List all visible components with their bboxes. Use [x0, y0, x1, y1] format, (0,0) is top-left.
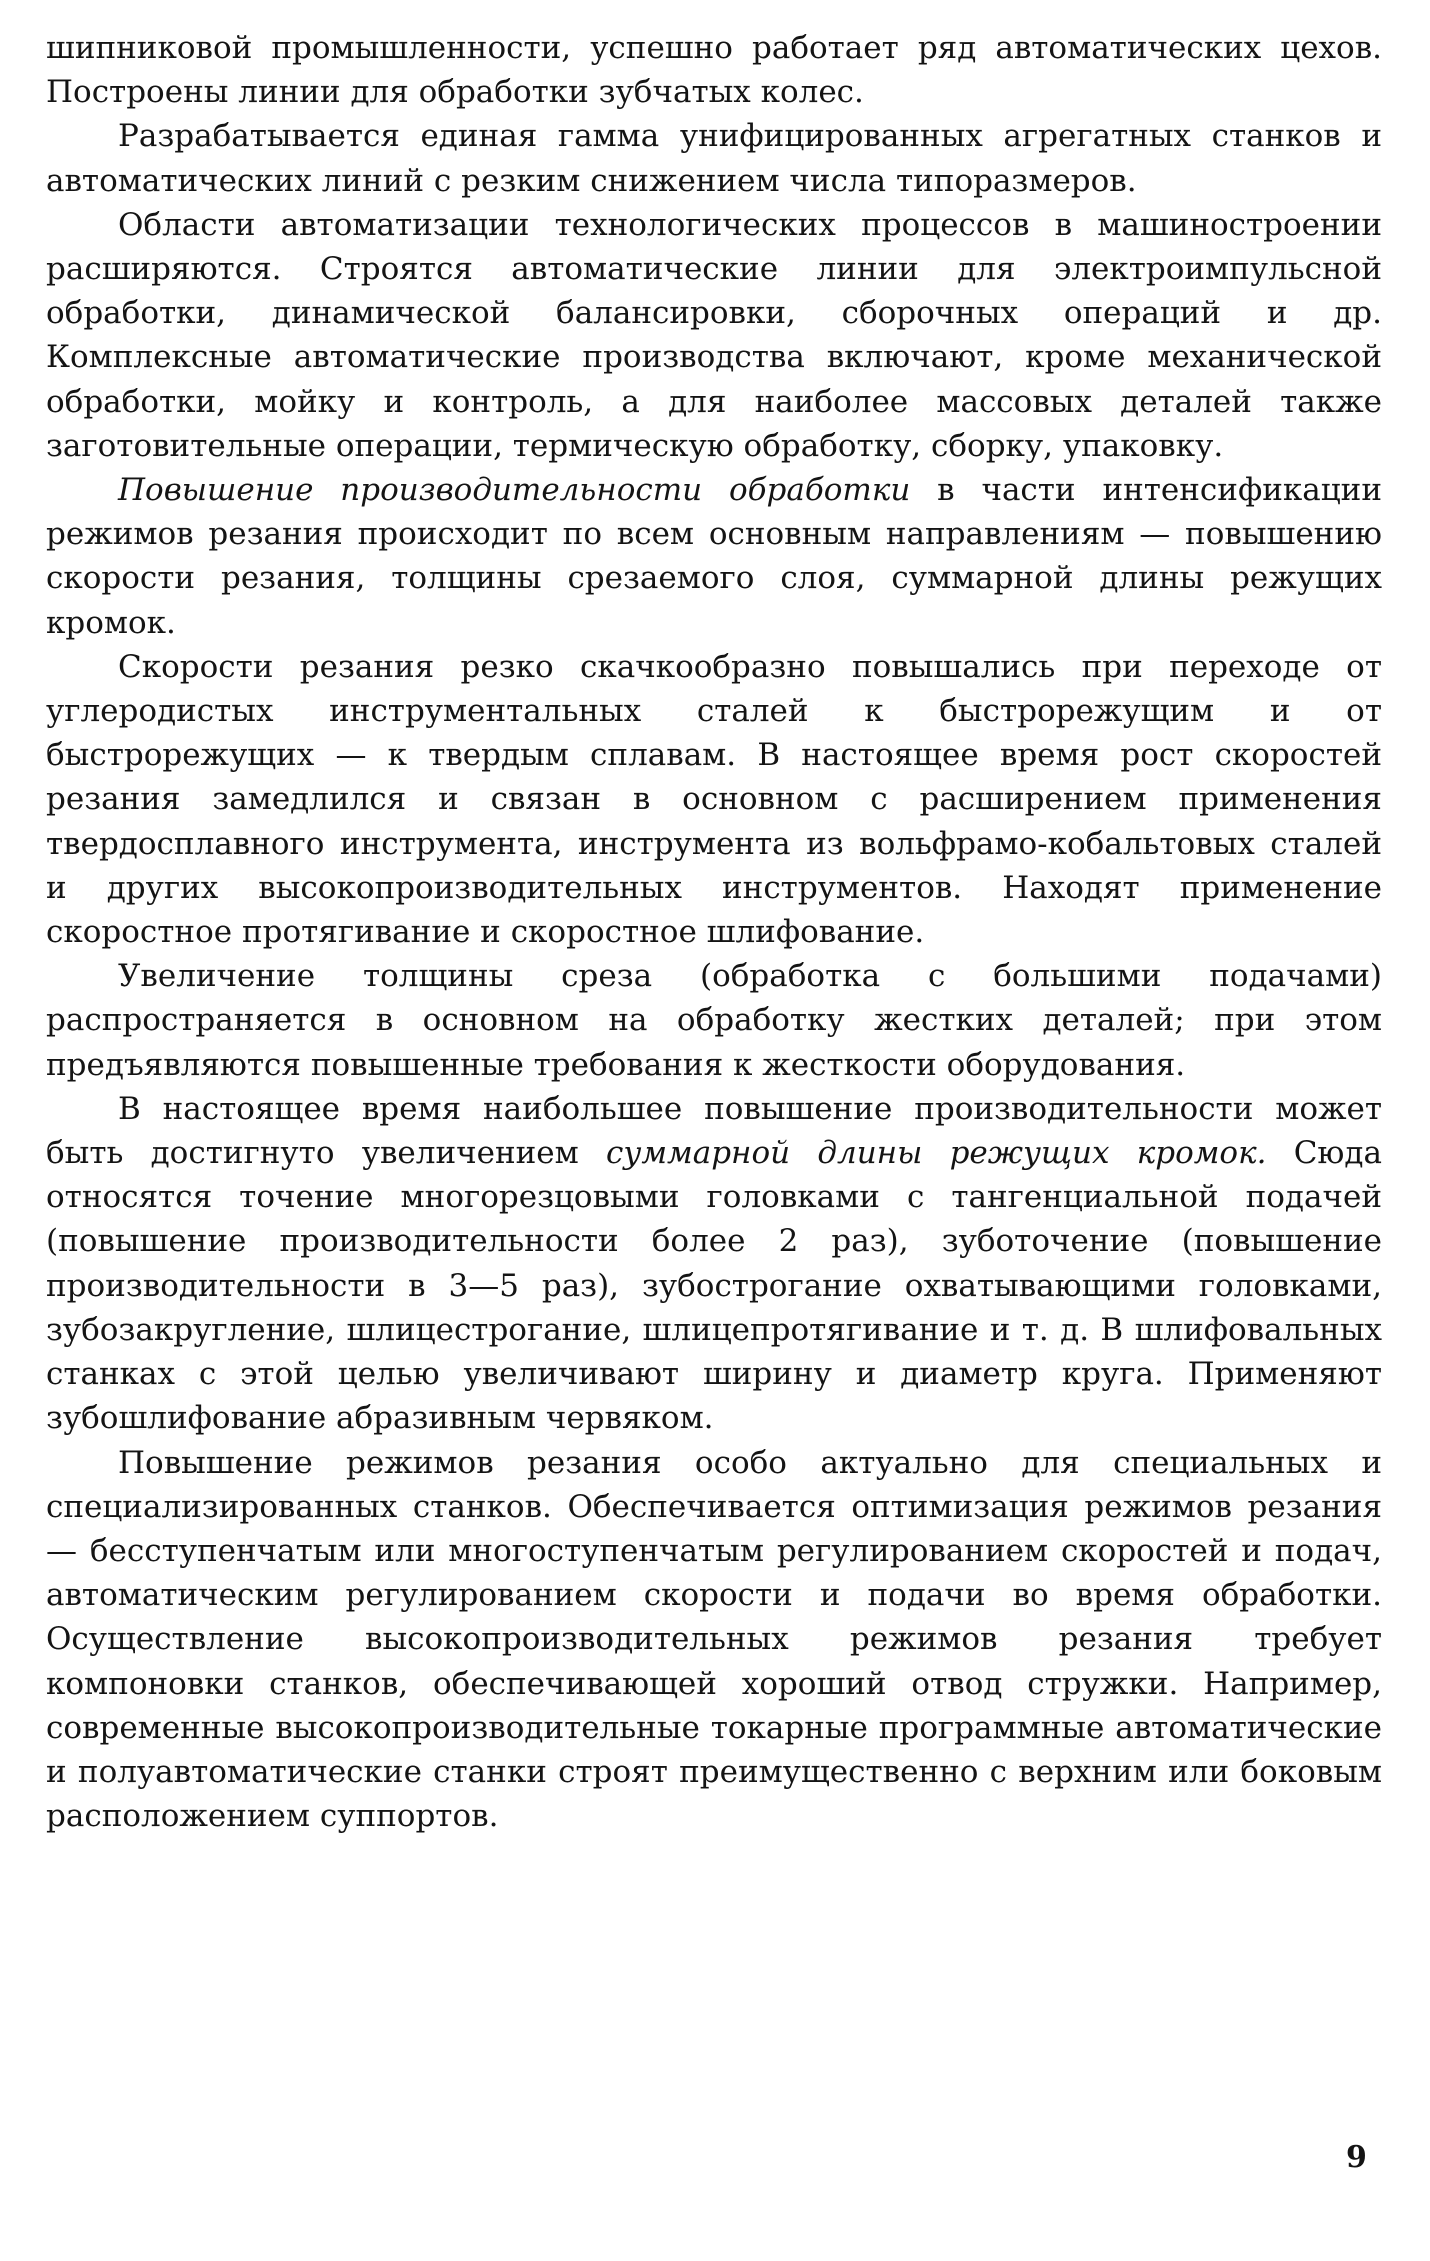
paragraph-5: [46, 645, 1382, 954]
paragraph-7: [46, 1087, 1382, 1441]
paragraph-text: В настоящее время наибольшее повышение производительности может быть достигнуто увеличением: [46, 1090, 1382, 1172]
body-text: [46, 26, 1382, 1838]
paragraph-4: [46, 468, 1382, 645]
paragraph-3: [46, 203, 1382, 468]
paragraph-text: Разрабатывается единая гамма унифицированных агрегатных станков и автоматических линий с резким снижением числа типоразмеров.: [46, 118, 1382, 199]
paragraph-8: [46, 1441, 1382, 1839]
paragraph-6: [46, 954, 1382, 1087]
paragraph-text: Сюда относятся точение многорезцовыми головками с тангенциальной подачей (повышение производительности более 2 раз), зуботочение (повышение производительности в 3—5 раз), зубострогание охватывающими головками, зубозакругление, шлицестрогание, шлицепротягивание и т. д. В шлифовальных станках с этой целью увеличивают ширину и диаметр круга. Применяют зубошлифование абразивным червяком.: [46, 1135, 1382, 1437]
paragraph-text: шипниковой промышленности, успешно работает ряд автоматических цехов. Построены линии для обработки зубчатых колес.: [46, 30, 1382, 111]
paragraph-text: Повышение режимов резания особо актуально для специальных и специализированных станков. Обеспечивается оптимизация режимов резания — бесступенчатым или многоступенчатым регулированием скоростей и подач, автоматическим регулированием скорости и подачи во время обработки. Осуществление высокопроизводительных режимов резания требует компоновки станков, обеспечивающей хороший отвод стружки. Например, современные высокопроизводительные токарные программные автоматические и полуавтоматические станки строят преимущественно с верхним или боковым расположением суппортов.: [46, 1444, 1382, 1835]
italic-term: Повышение производительности обработки: [118, 472, 911, 509]
paragraph-text: Области автоматизации технологических процессов в машиностроении расширяются. Строятся автоматические линии для электроимпульсной обработки, динамической балансировки, сборочных операций и др. Комплексные автоматические производства включают, кроме механической обработки, мойку и контроль, а для наиболее массовых деталей также заготовительные операции, термическую обработку, сборку, упаковку.: [46, 206, 1382, 464]
paragraph-text: Увеличение толщины среза (обработка с большими подачами) распространяется в основном на обработку жестких деталей; при этом предъявляются повышенные требования к жесткости оборудования.: [46, 958, 1382, 1083]
paragraph-2: [46, 114, 1382, 202]
page-number: 9: [1346, 2140, 1367, 2175]
paragraph-text: Скорости резания резко скачкообразно повышались при переходе от углеродистых инструментальных сталей к быстрорежущим и от быстрорежущих — к твердым сплавам. В настоящее время рост скоростей резания замедлился и связан в основном с расширением применения твердосплавного инструмента, инструмента из вольфрамо-кобальтовых сталей и других высокопроизводительных инструментов. Находят применение скоростное протягивание и скоростное шлифование.: [46, 648, 1382, 951]
paragraph-1: [46, 26, 1382, 114]
italic-term: суммарной длины режущих кромок.: [605, 1135, 1267, 1172]
paragraph-text: в части интенсификации режимов резания происходит по всем основным направлениям — повышению скорости резания, толщины срезаемого слоя, суммарной длины режущих кромок.: [46, 472, 1382, 641]
